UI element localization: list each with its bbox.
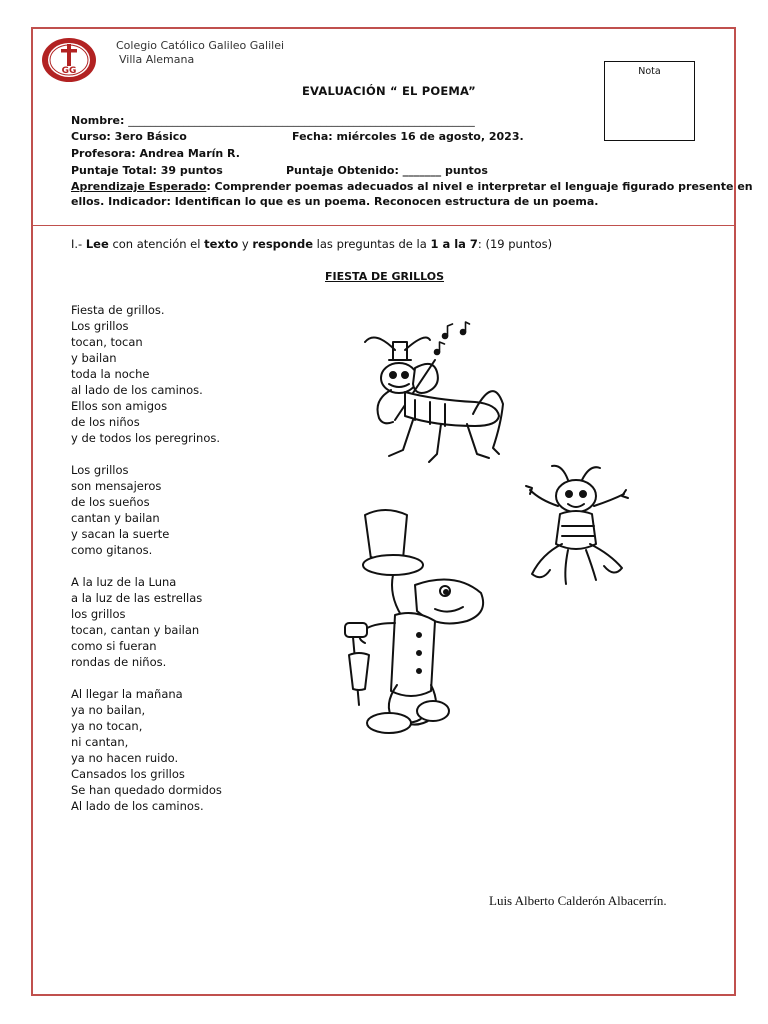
- poem-line: son mensajeros: [71, 479, 162, 493]
- learning-objective-text: : Comprender poemas adecuados al nivel e interpretar el lenguaje figurado presente en: [206, 180, 753, 193]
- poem-line: toda la noche: [71, 367, 150, 381]
- poem-author: Luis Alberto Calderón Albacerrín.: [489, 893, 667, 908]
- poem-line: al lado de los caminos.: [71, 383, 203, 397]
- learning-indicator: ellos. Indicador: Identifican lo que es un poema. Reconocen estructura de un poema.: [71, 195, 599, 208]
- poem-line: y bailan: [71, 351, 117, 365]
- poem-line: ya no hacen ruido.: [71, 751, 179, 765]
- poem-stanza: [71, 574, 222, 670]
- poem-line: Al lado de los caminos.: [71, 799, 204, 813]
- learning-objective: [71, 180, 753, 193]
- poem-line: ya no tocan,: [71, 719, 143, 733]
- header-divider: [31, 225, 736, 226]
- poem-line: como gitanos.: [71, 543, 153, 557]
- name-blank: _______________________________________________________________: [128, 114, 475, 127]
- poem-line: como si fueran: [71, 639, 157, 653]
- school-logo: [40, 36, 98, 84]
- poem-line: cantan y bailan: [71, 511, 160, 525]
- grade-label: Nota: [638, 66, 661, 77]
- poem-line: Se han quedado dormidos: [71, 783, 222, 797]
- name-label: Nombre:: [71, 114, 125, 127]
- poem-line: rondas de niños.: [71, 655, 167, 669]
- cricket-violinist-illustration: [355, 320, 510, 475]
- poem-line: Ellos son amigos: [71, 399, 168, 413]
- page-title: EVALUACIÓN “ EL POEMA”: [302, 84, 476, 98]
- poem-body: [71, 302, 222, 830]
- cricket-dancing-illustration: [512, 460, 637, 590]
- learning-objective-label: Aprendizaje Esperado: [71, 180, 207, 193]
- poem-line: ya no bailan,: [71, 703, 146, 717]
- poem-line: Fiesta de grillos.: [71, 303, 165, 317]
- school-name: Colegio Católico Galileo Galilei: [116, 39, 285, 52]
- poem-line: Los grillos: [71, 319, 129, 333]
- poem-stanza: [71, 462, 222, 558]
- poem-stanza: [71, 686, 222, 814]
- grade-box: [604, 61, 695, 141]
- school-city: Villa Alemana: [119, 53, 195, 66]
- total-score-field: Puntaje Total: 39 puntos: [71, 164, 223, 177]
- poem-line: y de todos los peregrinos.: [71, 431, 221, 445]
- poem-line: A la luz de la Luna: [71, 575, 177, 589]
- course-field: Curso: 3ero Básico: [71, 130, 187, 143]
- poem-line: de los sueños: [71, 495, 150, 509]
- poem-title: FIESTA DE GRILLOS: [325, 270, 445, 283]
- cricket-top-hat-illustration: [335, 505, 495, 740]
- poem-line: ni cantan,: [71, 735, 129, 749]
- poem-line: a la luz de las estrellas: [71, 591, 203, 605]
- poem-line: Al llegar la mañana: [71, 687, 183, 701]
- obtained-score-field: Puntaje Obtenido: _______ puntos: [286, 164, 488, 177]
- svg-text:GG: GG: [61, 66, 77, 76]
- poem-line: tocan, tocan: [71, 335, 143, 349]
- instructions: I.- Lee con atención el texto y responde las preguntas de la 1 a la 7: (19 puntos): [71, 237, 553, 251]
- poem-line: Los grillos: [71, 463, 129, 477]
- teacher-field: Profesora: Andrea Marín R.: [71, 147, 240, 160]
- poem-line: y sacan la suerte: [71, 527, 170, 541]
- name-field: [71, 114, 475, 127]
- poem-stanza: [71, 302, 222, 446]
- poem-line: tocan, cantan y bailan: [71, 623, 200, 637]
- poem-line: los grillos: [71, 607, 126, 621]
- poem-line: Cansados los grillos: [71, 767, 185, 781]
- date-field: Fecha: miércoles 16 de agosto, 2023.: [292, 130, 524, 143]
- poem-line: de los niños: [71, 415, 140, 429]
